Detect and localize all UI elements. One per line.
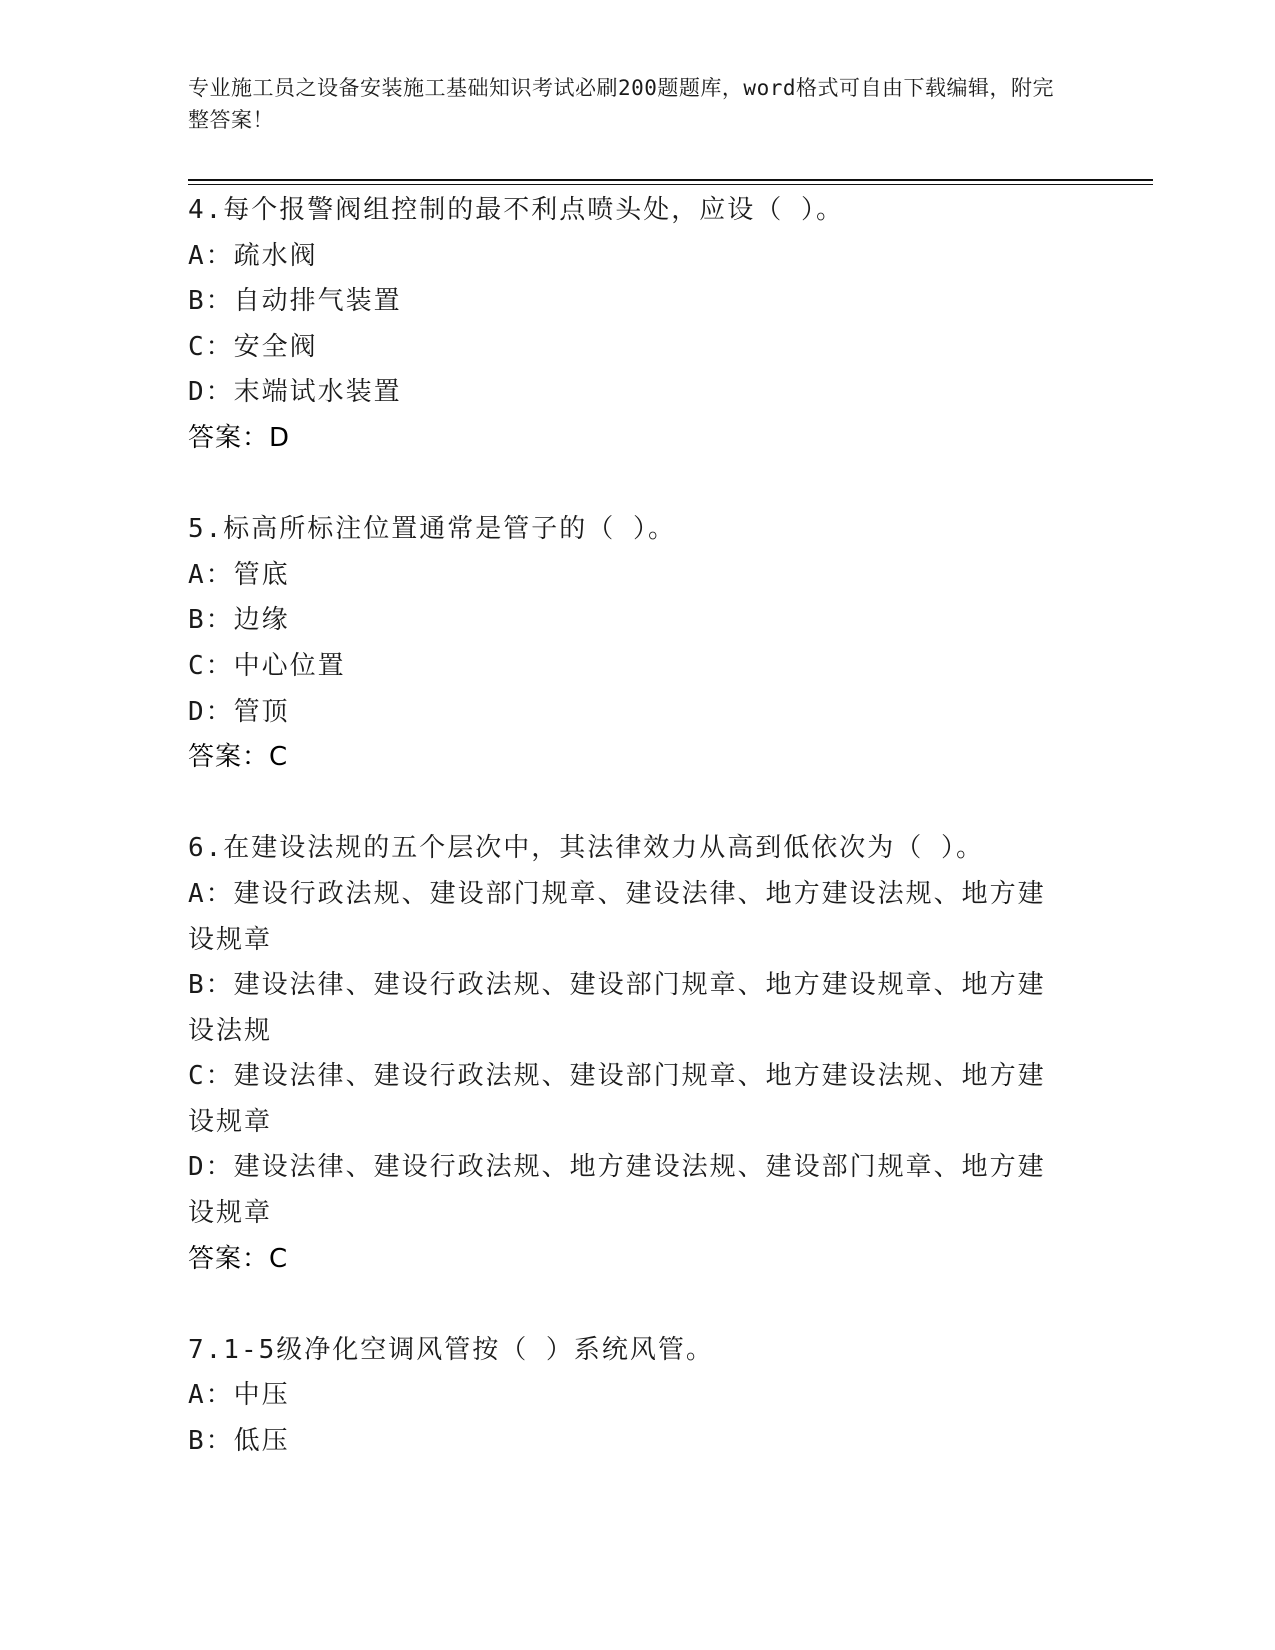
option-a: A：建设行政法规、建设部门规章、建设法律、地方建设法规、地方建设规章 [188, 878, 1046, 955]
header-divider-thick [188, 179, 1153, 181]
option-c: C：安全阀 [188, 331, 318, 362]
option-d: D：末端试水装置 [188, 377, 402, 408]
option-a: A：管底 [188, 559, 290, 590]
question-5 [188, 507, 1068, 781]
option-d: D：管顶 [188, 696, 290, 727]
question-stem: 5.标高所标注位置通常是管子的（ ）。 [188, 514, 676, 545]
question-list [188, 188, 1068, 1465]
option-d: D：建设法律、建设行政法规、地方建设法规、建设部门规章、地方建设规章 [188, 1152, 1046, 1229]
option-a: A：中压 [188, 1380, 290, 1411]
header-divider-thin [188, 184, 1153, 185]
question-stem: 6.在建设法规的五个层次中，其法律效力从高到低依次为（ ）。 [188, 833, 984, 864]
option-c: C：建设法律、建设行政法规、建设部门规章、地方建设法规、地方建设规章 [188, 1061, 1046, 1137]
option-c: C：中心位置 [188, 650, 346, 681]
spacer [188, 462, 1068, 508]
option-b: B：边缘 [188, 605, 290, 636]
spacer [188, 781, 1068, 827]
option-b: B：建设法律、建设行政法规、建设部门规章、地方建设规章、地方建设法规 [188, 970, 1046, 1046]
option-b: B：自动排气装置 [188, 286, 402, 317]
question-7 [188, 1328, 1068, 1465]
document-header: 专业施工员之设备安装施工基础知识考试必刷200题题库，word格式可自由下载编辑，附完整答案！ [188, 76, 1054, 132]
answer: 答案：C [188, 1243, 289, 1274]
question-stem: 4.每个报警阀组控制的最不利点喷头处，应设（ ）。 [188, 195, 844, 225]
option-b: B：低压 [188, 1426, 290, 1457]
answer: 答案：C [188, 742, 289, 773]
option-a: A：疏水阀 [188, 240, 318, 271]
spacer [188, 1282, 1068, 1328]
question-6 [188, 826, 1068, 1282]
question-stem: 7.1-5级净化空调风管按（ ）系统风管。 [188, 1334, 714, 1365]
question-4 [188, 188, 1068, 462]
answer: 答案：D [188, 422, 291, 453]
